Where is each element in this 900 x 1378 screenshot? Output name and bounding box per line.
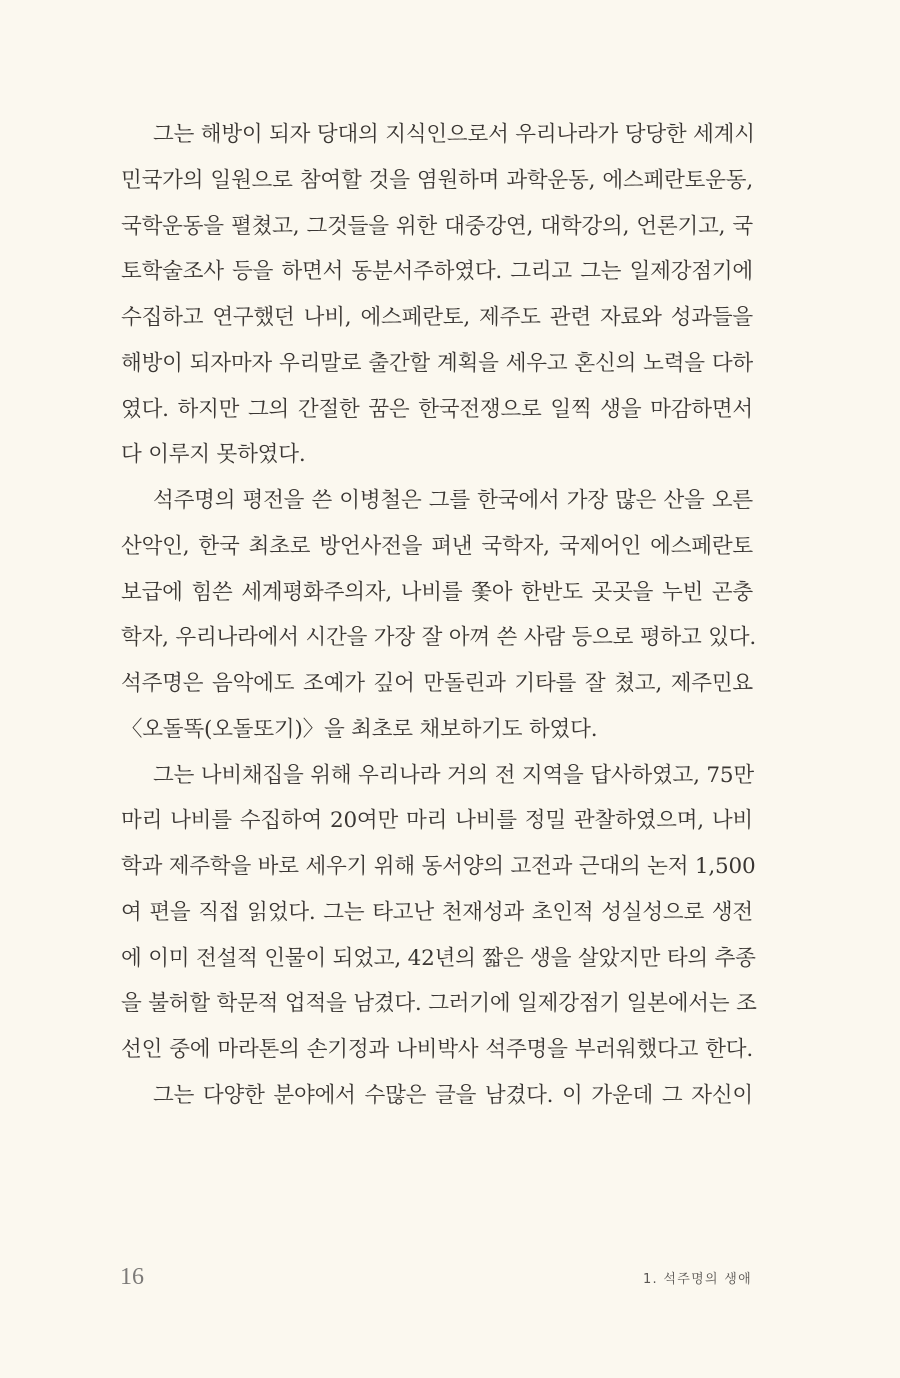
paragraph-1-line-5: 수집하고 연구했던 나비, 에스페란토, 제주도 관련 자료와 성과들을 bbox=[121, 305, 753, 330]
paragraph-3-line-2: 마리 나비를 수집하여 20여만 마리 나비를 정밀 관찰하였으며, 나비 bbox=[121, 808, 753, 834]
paragraph-2-line-1: 석주명의 평전을 쓴 이병철은 그를 한국에서 가장 많은 산을 오른 bbox=[153, 488, 753, 513]
paragraph-2-line-5: 석주명은 음악에도 조예가 깊어 만돌린과 기타를 잘 쳤고, 제주민요 bbox=[121, 671, 753, 696]
paragraph-1-line-3: 국학운동을 펼쳤고, 그것들을 위한 대중강연, 대학강의, 언론기고, 국 bbox=[121, 213, 753, 239]
paragraph-2-line-3: 보급에 힘쓴 세계평화주의자, 나비를 쫓아 한반도 곳곳을 누빈 곤충 bbox=[121, 579, 753, 605]
paragraph-1-line-8: 다 이루지 못하였다. bbox=[121, 442, 306, 468]
page-footer bbox=[120, 1262, 752, 1292]
paragraph-1-line-4: 토학술조사 등을 하면서 동분서주하였다. 그리고 그는 일제강점기에 bbox=[121, 259, 753, 285]
paragraph-2-line-2: 산악인, 한국 최초로 방언사전을 펴낸 국학자, 국제어인 에스페란토 bbox=[121, 533, 753, 559]
paragraph-1-line-1: 그는 해방이 되자 당대의 지식인으로서 우리나라가 당당한 세계시 bbox=[153, 122, 755, 147]
paragraph-2-line-4: 학자, 우리나라에서 시간을 가장 잘 아껴 쓴 사람 등으로 평하고 있다. bbox=[121, 625, 756, 651]
page-number: 16 bbox=[120, 1263, 144, 1290]
paragraph-2-line-6: 〈오돌똑(오돌또기)〉을 최초로 채보하기도 하였다. bbox=[121, 716, 598, 742]
running-head: 1. 석주명의 생애 bbox=[642, 1271, 752, 1287]
paragraph-3-line-4: 여 편을 직접 읽었다. 그는 타고난 천재성과 초인적 성실성으로 생전 bbox=[121, 899, 753, 925]
paragraph-3-line-1: 그는 나비채집을 위해 우리나라 거의 전 지역을 답사하였고, 75만 bbox=[153, 762, 754, 788]
paragraph-4-line-1: 그는 다양한 분야에서 수많은 글을 남겼다. 이 가운데 그 자신이 bbox=[153, 1082, 753, 1108]
paragraph-1-line-6: 해방이 되자마자 우리말로 출간할 계획을 세우고 혼신의 노력을 다하 bbox=[121, 350, 753, 376]
paragraph-3-line-6: 을 불허할 학문적 업적을 남겼다. 그러기에 일제강점기 일본에서는 조 bbox=[121, 991, 757, 1017]
paragraph-3-line-5: 에 이미 전설적 인물이 되었고, 42년의 짧은 생을 살았지만 타의 추종 bbox=[121, 945, 756, 971]
paragraph-3-line-7: 선인 중에 마라톤의 손기정과 나비박사 석주명을 부러워했다고 한다. bbox=[121, 1037, 753, 1062]
paragraph-1-line-7: 였다. 하지만 그의 간절한 꿈은 한국전쟁으로 일찍 생을 마감하면서 bbox=[121, 396, 753, 422]
body-text bbox=[121, 112, 757, 1119]
paragraph-3-line-3: 학과 제주학을 바로 세우기 위해 동서양의 고전과 근대의 논저 1,500 bbox=[121, 854, 756, 879]
paragraph-1-line-2: 민국가의 일원으로 참여할 것을 염원하며 과학운동, 에스페란토운동, bbox=[121, 167, 753, 193]
